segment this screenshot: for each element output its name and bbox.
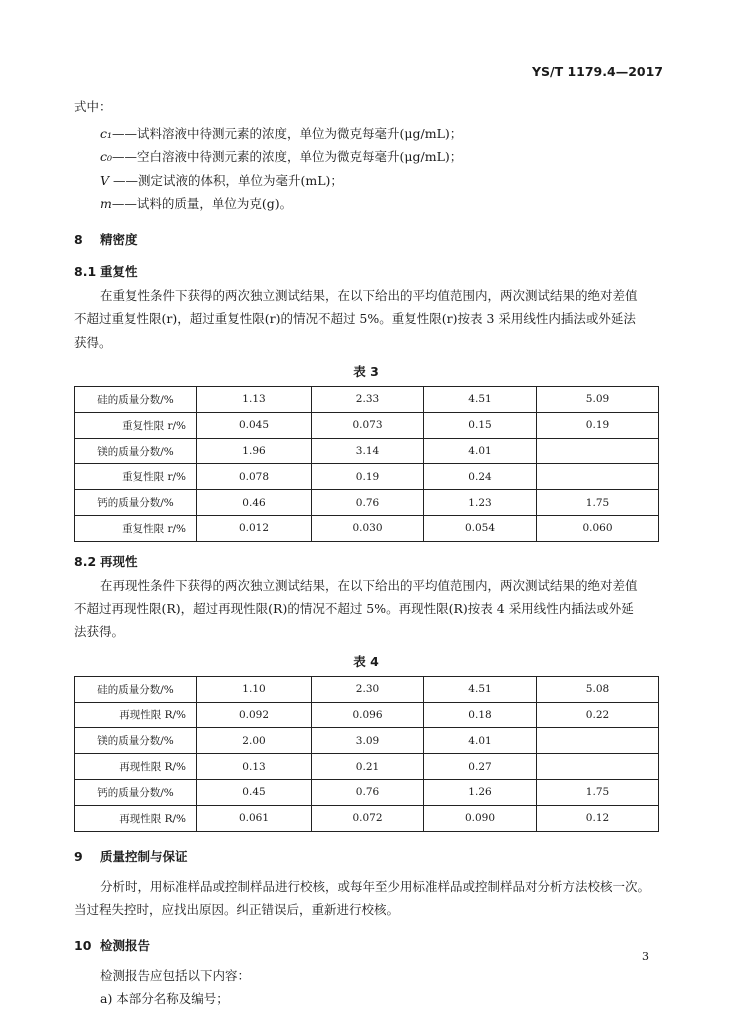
table-row: 重复性限 r/% 0.012 0.030 0.054 0.060 — [75, 516, 659, 542]
table-row: 镁的质量分数/% 1.96 3.14 4.01 — [75, 438, 659, 464]
table-row: 镁的质量分数/% 2.00 3.09 4.01 — [75, 728, 659, 754]
table-row: 硅的质量分数/% 1.13 2.33 4.51 5.09 — [75, 387, 659, 413]
table-4 — [74, 676, 659, 832]
paragraph-10: 检测报告应包括以下内容： a) 本部分名称及编号； — [74, 964, 658, 1011]
legend-symbols — [100, 122, 658, 215]
page-number: 3 — [642, 950, 649, 963]
standard-number: YS/T 1179.4—2017 — [531, 64, 663, 79]
table-row: 重复性限 r/% 0.078 0.19 0.24 — [75, 464, 659, 490]
subsection-heading-8-1: 8.1 重复性 — [74, 264, 138, 280]
section-heading-8: 8 精密度 — [74, 232, 138, 248]
table-row: 再现性限 R/% 0.13 0.21 0.27 — [75, 754, 659, 780]
table-row: 钙的质量分数/% 0.45 0.76 1.26 1.75 — [75, 779, 659, 805]
legend-item: c₀——空白溶液中待测元素的浓度，单位为微克每毫升(μg/mL)； — [100, 149, 463, 165]
paragraph-8-2: 在再现性条件下获得的两次独立测试结果，在以下给出的平均值范围内，两次测试结果的绝对差值 不超过再现性限(R)，超过再现性限(R)的情况不超过 5%。再现性限(R)按表 4 采用线性内插法或外延 法获得。 — [74, 577, 638, 640]
list-item: a) 本部分名称及编号； — [100, 991, 229, 1007]
legend-item: m——试料的质量，单位为克(g)。 — [100, 195, 293, 211]
table-3-title: 表 3 — [353, 364, 379, 380]
section-heading-10: 10 检测报告 — [74, 938, 151, 954]
table-row: 硅的质量分数/% 1.10 2.30 4.51 5.08 — [75, 676, 659, 702]
page-content — [74, 95, 658, 1011]
paragraph-9: 分析时，用标准样品或控制样品进行校核，或每年至少用标准样品或控制样品对分析方法校核一次。 当过程失控时，应找出原因。纠正错误后，重新进行校核。 — [74, 878, 651, 917]
table-row: 钙的质量分数/% 0.46 0.76 1.23 1.75 — [75, 490, 659, 516]
table-row: 再现性限 R/% 0.092 0.096 0.18 0.22 — [75, 702, 659, 728]
table-row: 重复性限 r/% 0.045 0.073 0.15 0.19 — [75, 412, 659, 438]
legend-item: V ——测定试液的体积，单位为毫升(mL)； — [100, 172, 343, 188]
section-heading-9: 9 质量控制与保证 — [74, 848, 188, 864]
paragraph-8-1: 在重复性条件下获得的两次独立测试结果，在以下给出的平均值范围内，两次测试结果的绝对差值 不超过重复性限(r)，超过重复性限(r)的情况不超过 5%。重复性限(r)按表 3 采用线性内插法或外延法 获得。 — [74, 288, 638, 350]
subsection-heading-8-2: 8.2 再现性 — [74, 553, 138, 569]
legend-item: c₁——试料溶液中待测元素的浓度，单位为微克每毫升(μg/mL)； — [100, 126, 463, 141]
table-3 — [74, 386, 659, 542]
legend-intro: 式中： — [74, 99, 112, 114]
formula-legend — [74, 95, 658, 215]
table-4-title: 表 4 — [353, 653, 379, 669]
table-row: 再现性限 R/% 0.061 0.072 0.090 0.12 — [75, 805, 659, 831]
